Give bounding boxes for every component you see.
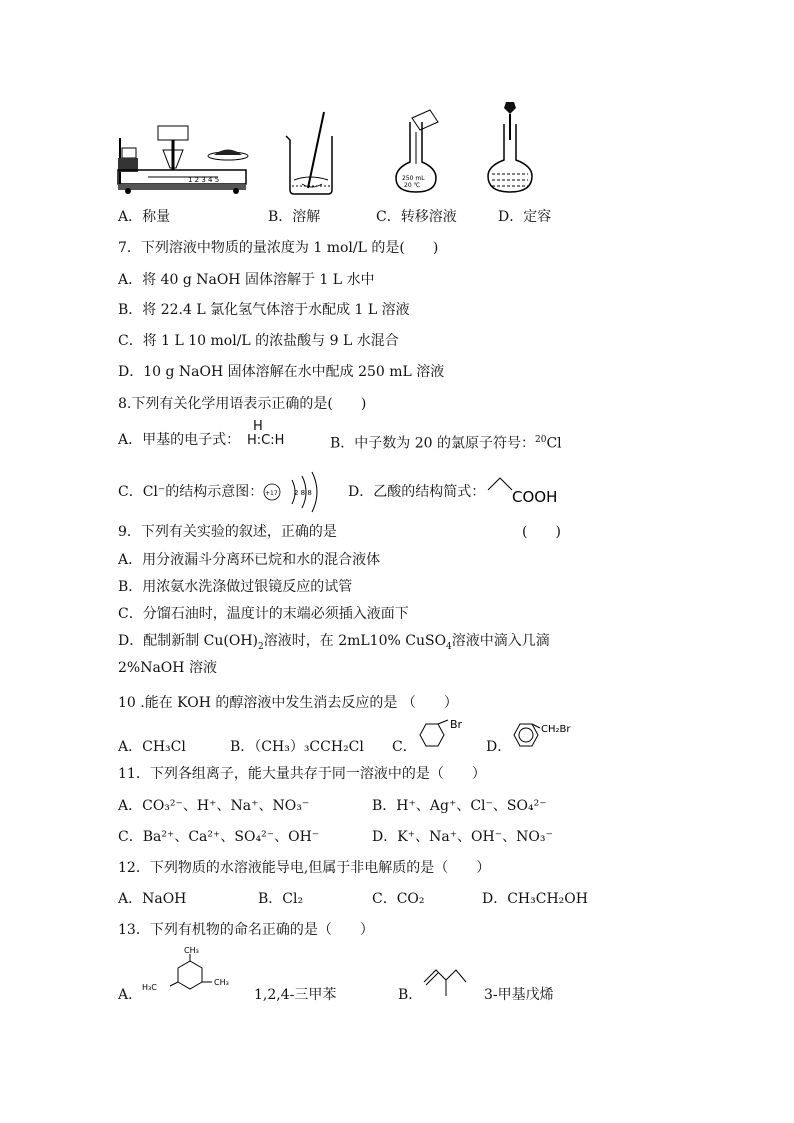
q9-stem: 9．下列有关实验的叙述，正确的是 — [118, 524, 337, 540]
q8-option-c-label: C．Cl⁻的结构示意图： — [118, 484, 264, 500]
q8-option-b-label: B．中子数为 20 的氯原子符号： — [330, 435, 536, 452]
q9-option-c: C．分馏石油时，温度计的末端必须插入液面下 — [118, 606, 409, 622]
bromine-label: Br — [450, 718, 463, 731]
top-methyl: CH₃ — [184, 946, 199, 955]
q8-option-a — [118, 430, 240, 450]
q7-option-b: B．将 22.4 L 氯化氢气体溶于水配成 1 L 溶液 — [118, 302, 410, 318]
ch2br-label: CH₂Br — [541, 724, 571, 735]
q13-option-a-name: 1,2,4-三甲苯 — [254, 987, 337, 1003]
q8-option-d — [348, 482, 485, 502]
q11-option-d: D．K⁺、Na⁺、OH⁻、NO₃⁻ — [372, 829, 553, 845]
q10-stem: 10 .能在 KOH 的醇溶液中发生消去反应的是 （ ） — [118, 695, 458, 711]
left-methyl: H₃C — [142, 983, 157, 992]
q12-option-d: D．CH₃CH₂OH — [482, 891, 588, 907]
q13-stem: 13．下列有机物的命名正确的是（ ） — [118, 922, 374, 938]
q7-option-c: C．将 1 L 10 mol/L 的浓盐酸与 9 L 水混合 — [118, 333, 399, 349]
q6-option-a: A．称量 — [118, 209, 171, 225]
q9-option-d-line1: D．配制新制 $Cu(OH)_2$溶液时，在 2mL10% CuSO$_4$溶液中滴入几滴 — [118, 633, 550, 652]
bromocyclohexane-structure — [412, 718, 472, 754]
beaker-image — [282, 108, 342, 198]
flask-volume-label: 250 mL — [402, 175, 425, 182]
q12-stem: 12．下列物质的水溶液能导电,但属于非电解质的是（ ） — [118, 860, 491, 876]
benzyl-bromide-structure — [508, 718, 588, 754]
methyl-top-h: H — [253, 419, 263, 434]
acetic-acid-skeleton — [486, 474, 566, 506]
q8-option-c — [118, 482, 263, 502]
q10-option-a: A．CH₃Cl — [118, 739, 186, 755]
q8-option-d-label: D．乙酸的结构简式： — [348, 484, 486, 500]
q12-option-c: C．CO₂ — [372, 891, 425, 907]
volumetric-flask-fixed-volume-image — [484, 100, 544, 198]
methyl-mid-row: H:C:H — [247, 433, 285, 448]
q11-option-b: B．H⁺、Ag⁺、Cl⁻、SO₄²⁻ — [372, 798, 547, 814]
q8-option-a-label: A．甲基的电子式： — [118, 432, 241, 448]
flask-temp-label: 20 ℃ — [404, 182, 421, 189]
q11-option-a: A．CO₃²⁻、H⁺、Na⁺、NO₃⁻ — [118, 798, 310, 814]
q10-option-d: D． — [486, 739, 512, 755]
svg-text:1 2 3 4 5: 1 2 3 4 5 — [188, 176, 220, 184]
balance-image — [118, 108, 248, 198]
trimethylbenzene-structure — [140, 946, 250, 1002]
q12-option-b: B．Cl₂ — [258, 891, 304, 907]
q8-option-b — [330, 430, 562, 454]
chloride-structure-diagram — [262, 470, 328, 514]
q9-answer-bracket: ( ) — [522, 524, 561, 540]
q9-option-b: B．用浓氨水洗涤做过银镜反应的试管 — [118, 579, 353, 595]
q7-stem: 7．下列溶液中物质的量浓度为 1 mol/L 的是( ) — [118, 240, 439, 256]
right-methyl: CH₃ — [214, 978, 229, 987]
chlorine-symbol: Cl — [546, 435, 562, 452]
q13-option-b-name: 3-甲基戊烯 — [484, 987, 554, 1003]
q13-option-a: A． — [118, 987, 143, 1003]
q7-option-d: D．10 g NaOH 固体溶解在水中配成 250 mL 溶液 — [118, 364, 445, 380]
q9-option-a: A．用分液漏斗分离环已烷和水的混合液体 — [118, 552, 381, 568]
carboxyl-group: COOH — [512, 488, 558, 506]
q10-option-c: C． — [392, 739, 417, 755]
q7-option-a: A．将 40 g NaOH 固体溶解于 1 L 水中 — [118, 272, 375, 288]
q8-stem: 8.下列有关化学用语表示正确的是( ) — [118, 396, 367, 412]
methyl-electron-formula — [247, 420, 284, 448]
q13-option-b: B． — [398, 987, 423, 1003]
volumetric-flask-transfer-image — [390, 102, 450, 198]
q10-option-b: B．（CH₃）₃CCH₂Cl — [230, 739, 364, 755]
chlorine-mass-number: 20 — [535, 435, 547, 445]
nucleus-charge: +17 — [265, 490, 278, 497]
electron-shells: 2 8 8 — [294, 489, 312, 497]
q9-option-d-line2: 2%NaOH 溶液 — [118, 660, 217, 676]
q6-option-d: D．定容 — [498, 209, 552, 225]
methylpentene-structure — [420, 950, 480, 1002]
q11-stem: 11．下列各组离子，能大量共存于同一溶液中的是（ ） — [118, 766, 486, 782]
q6-option-c: C．转移溶液 — [376, 209, 457, 225]
q11-option-c: C．Ba²⁺、Ca²⁺、SO₄²⁻、OH⁻ — [118, 829, 320, 845]
q6-option-b: B．溶解 — [268, 209, 321, 225]
q12-option-a: A．NaOH — [118, 891, 187, 907]
